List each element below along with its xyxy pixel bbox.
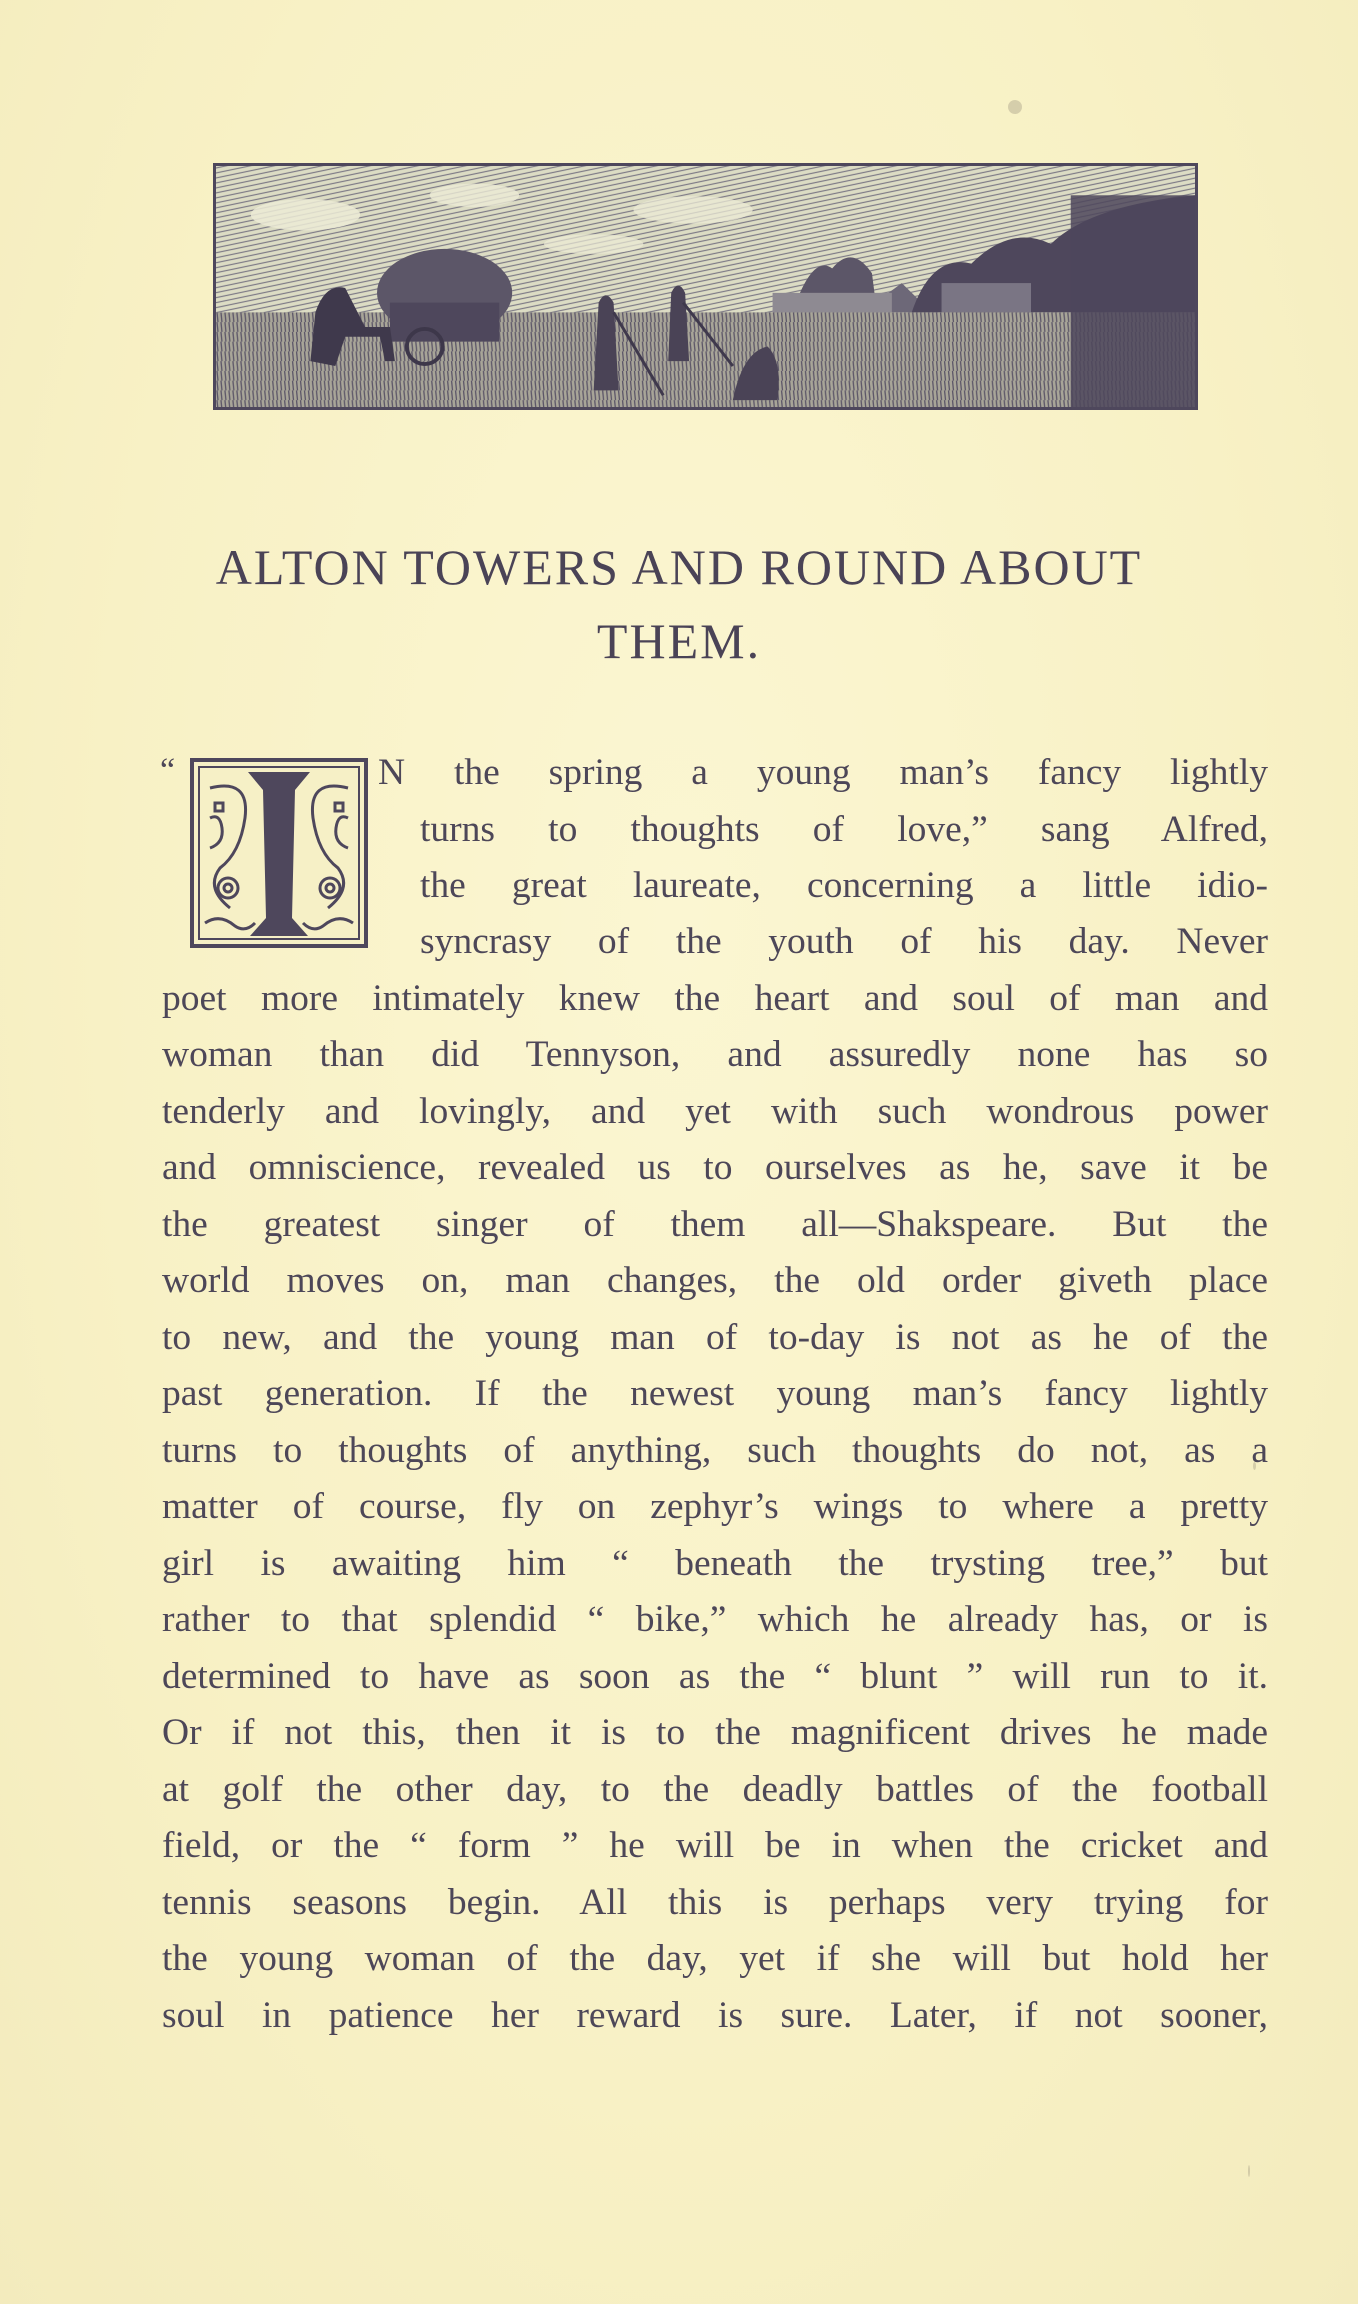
body-text-line: tennis seasons begin. All this is perhaps very trying for — [162, 1882, 1268, 1923]
body-text-line: turns to thoughts of anything, such thoughts do not, as a — [162, 1430, 1268, 1471]
body-text-line: girl is awaiting him “ beneath the trysting tree,” but — [162, 1543, 1268, 1584]
hay-field-scene-image — [216, 166, 1195, 407]
body-text-line: world moves on, man changes, the old order giveth place — [162, 1260, 1268, 1301]
body-text-line: matter of course, fly on zephyr’s wings to where a pretty — [162, 1486, 1268, 1527]
body-text-line: the young woman of the day, yet if she will but hold her — [162, 1938, 1268, 1979]
body-text-line: tenderly and lovingly, and yet with such wondrous power — [162, 1091, 1268, 1132]
decorative-initial-i-icon — [190, 758, 368, 948]
body-text-line: N the spring a young man’s fancy lightly — [378, 752, 1268, 793]
body-text-line: determined to have as soon as the “ blunt ” will run to it. — [162, 1656, 1268, 1697]
body-text-line: rather to that splendid “ bike,” which he already has, or is — [162, 1599, 1268, 1640]
body-text-line: soul in patience her reward is sure. Later, if not sooner, — [162, 1995, 1268, 2036]
opening-quote-mark: “ — [160, 752, 176, 789]
body-text-line: and omniscience, revealed us to ourselves as he, save it be — [162, 1147, 1268, 1188]
body-text-line: the greatest singer of them all—Shakspeare. But the — [162, 1204, 1268, 1245]
body-text-line: at golf the other day, to the deadly battles of the football — [162, 1769, 1268, 1810]
body-text-line: turns to thoughts of love,” sang Alfred, — [420, 809, 1268, 850]
paper-speck — [1008, 100, 1022, 114]
body-text-line: field, or the “ form ” he will be in when the cricket and — [162, 1825, 1268, 1866]
paper-speck — [1248, 2165, 1250, 2177]
body-text-line: to new, and the young man of to-day is not as he of the — [162, 1317, 1268, 1358]
body-text-line: syncrasy of the youth of his day. Never — [420, 921, 1268, 962]
chapter-title-line-1: ALTON TOWERS AND ROUND ABOUT — [215, 539, 1143, 595]
header-engraving-illustration — [213, 163, 1198, 410]
chapter-title-line-2: THEM. — [596, 613, 762, 669]
body-text-line: Or if not this, then it is to the magnificent drives he made — [162, 1712, 1268, 1753]
body-text-line: the great laureate, concerning a little idio- — [420, 865, 1268, 906]
body-text-line: past generation. If the newest young man’s fancy lightly — [162, 1373, 1268, 1414]
body-text-line: poet more intimately knew the heart and soul of man and — [162, 978, 1268, 1019]
body-text-line: woman than did Tennyson, and assuredly none has so — [162, 1034, 1268, 1075]
ornamental-drop-cap-I — [190, 758, 368, 948]
